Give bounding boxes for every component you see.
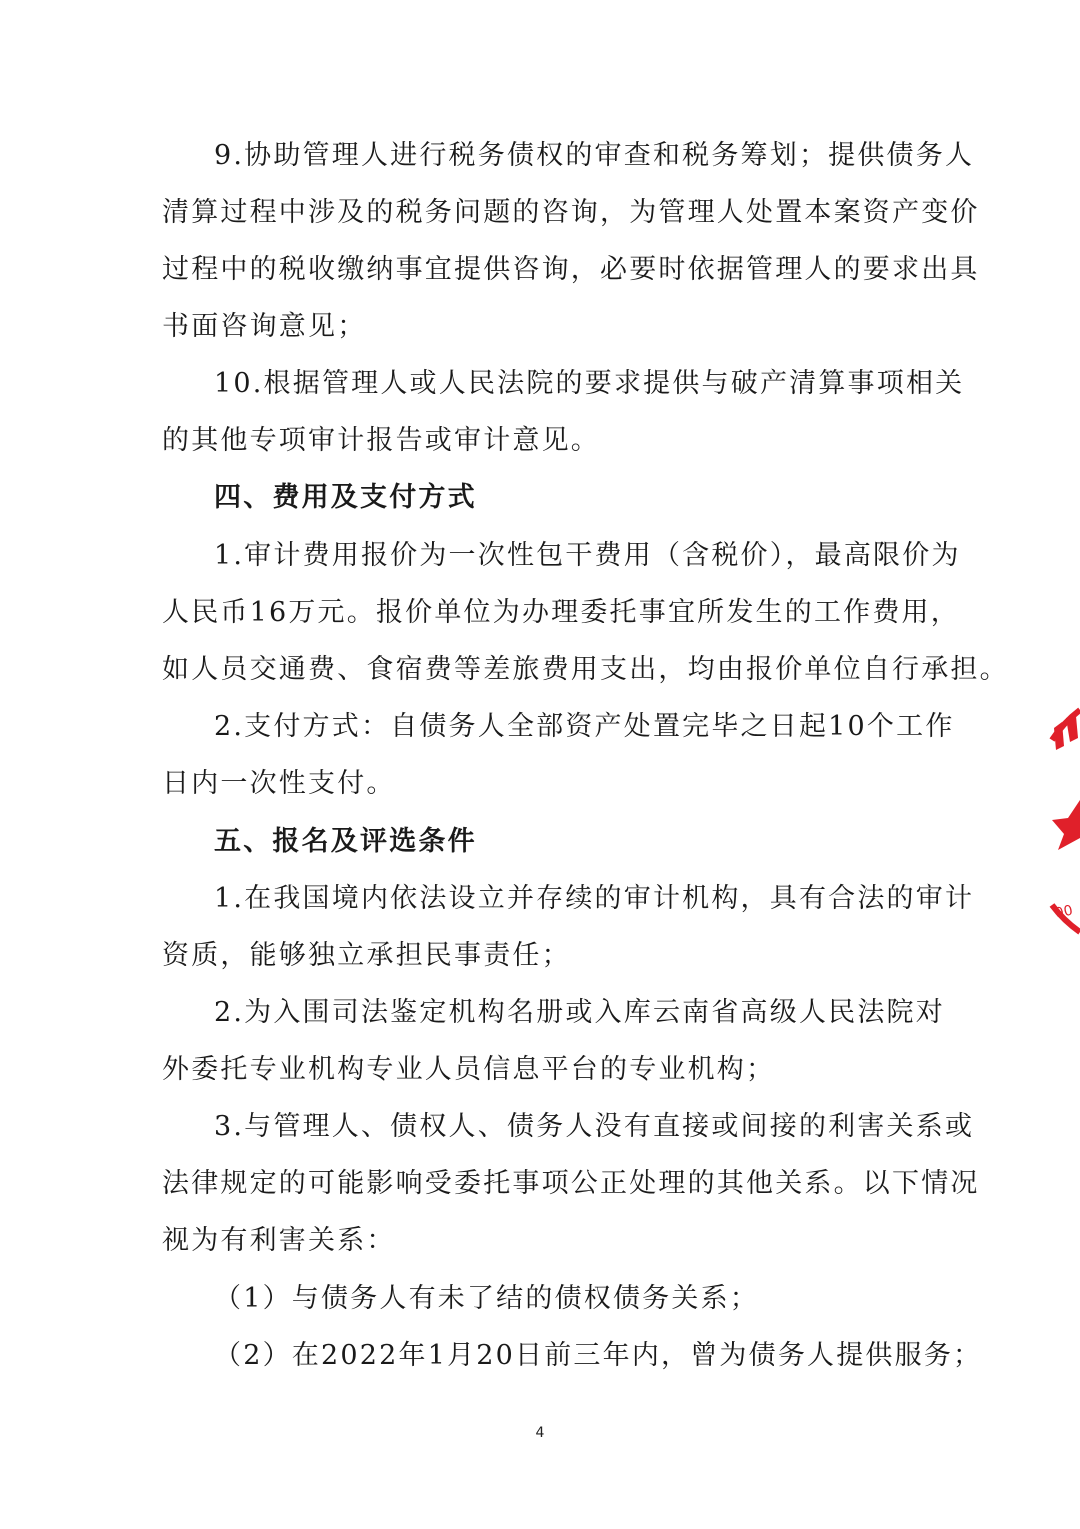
fees-item-2-line-1: 2.支付方式：自债务人全部资产处置完毕之日起10个工作 (214, 711, 955, 742)
paragraph-9-line-3: 过程中的税收缴纳事宜提供咨询，必要时依据管理人的要求出具 (162, 254, 980, 285)
paragraph-10-line-1: 10.根据管理人或人民法院的要求提供与破产清算事项相关 (214, 368, 965, 399)
page-number: 4 (535, 1425, 545, 1441)
interest-item-1: （1）与债务人有未了结的债权债务关系； (214, 1283, 759, 1314)
condition-2-line-2: 外委托专业机构专业人员信息平台的专业机构； (162, 1054, 776, 1085)
paragraph-9-line-4: 书面咨询意见； (162, 311, 367, 342)
section-heading-fees: 四、费用及支付方式 (214, 482, 477, 513)
fees-item-1-line-3: 如人员交通费、食宿费等差旅费用支出，均由报价单位自行承担。 (162, 654, 1009, 685)
paragraph-9-line-2: 清算过程中涉及的税务问题的咨询，为管理人处置本案资产变价 (162, 197, 980, 228)
condition-1-line-2: 资质，能够独立承担民事责任； (162, 940, 571, 971)
paragraph-9-line-1: 9.协助管理人进行税务债权的审查和税务筹划；提供债务人 (214, 140, 975, 171)
condition-3-line-1: 3.与管理人、债权人、债务人没有直接或间接的利害关系或 (214, 1111, 975, 1142)
condition-1-line-1: 1.在我国境内依法设立并存续的审计机构，具有合法的审计 (214, 883, 975, 914)
seal-graphic (1040, 700, 1080, 940)
paragraph-10-line-2: 的其他专项审计报告或审计意见。 (162, 425, 600, 456)
interest-item-2: （2）在2022年1月20日前三年内，曾为债务人提供服务； (214, 1340, 983, 1371)
fees-item-2-line-2: 日内一次性支付。 (162, 768, 396, 799)
fees-item-1-line-1: 1.审计费用报价为一次性包干费用（含税价），最高限价为 (214, 540, 961, 571)
official-seal (1040, 700, 1080, 940)
fees-item-1-line-2: 人民币16万元。报价单位为办理委托事宜所发生的工作费用， (162, 597, 960, 628)
condition-3-line-2: 法律规定的可能影响受委托事项公正处理的其他关系。以下情况 (162, 1168, 980, 1199)
section-heading-registration: 五、报名及评选条件 (214, 826, 477, 857)
condition-3-line-3: 视为有利害关系： (162, 1225, 396, 1256)
seal-star (1052, 800, 1080, 850)
seal-character-fragment (1066, 716, 1078, 742)
condition-2-line-1: 2.为入围司法鉴定机构名册或入库云南省高级人民法院对 (214, 997, 945, 1028)
seal-number-fragment: 00 (1053, 902, 1075, 922)
